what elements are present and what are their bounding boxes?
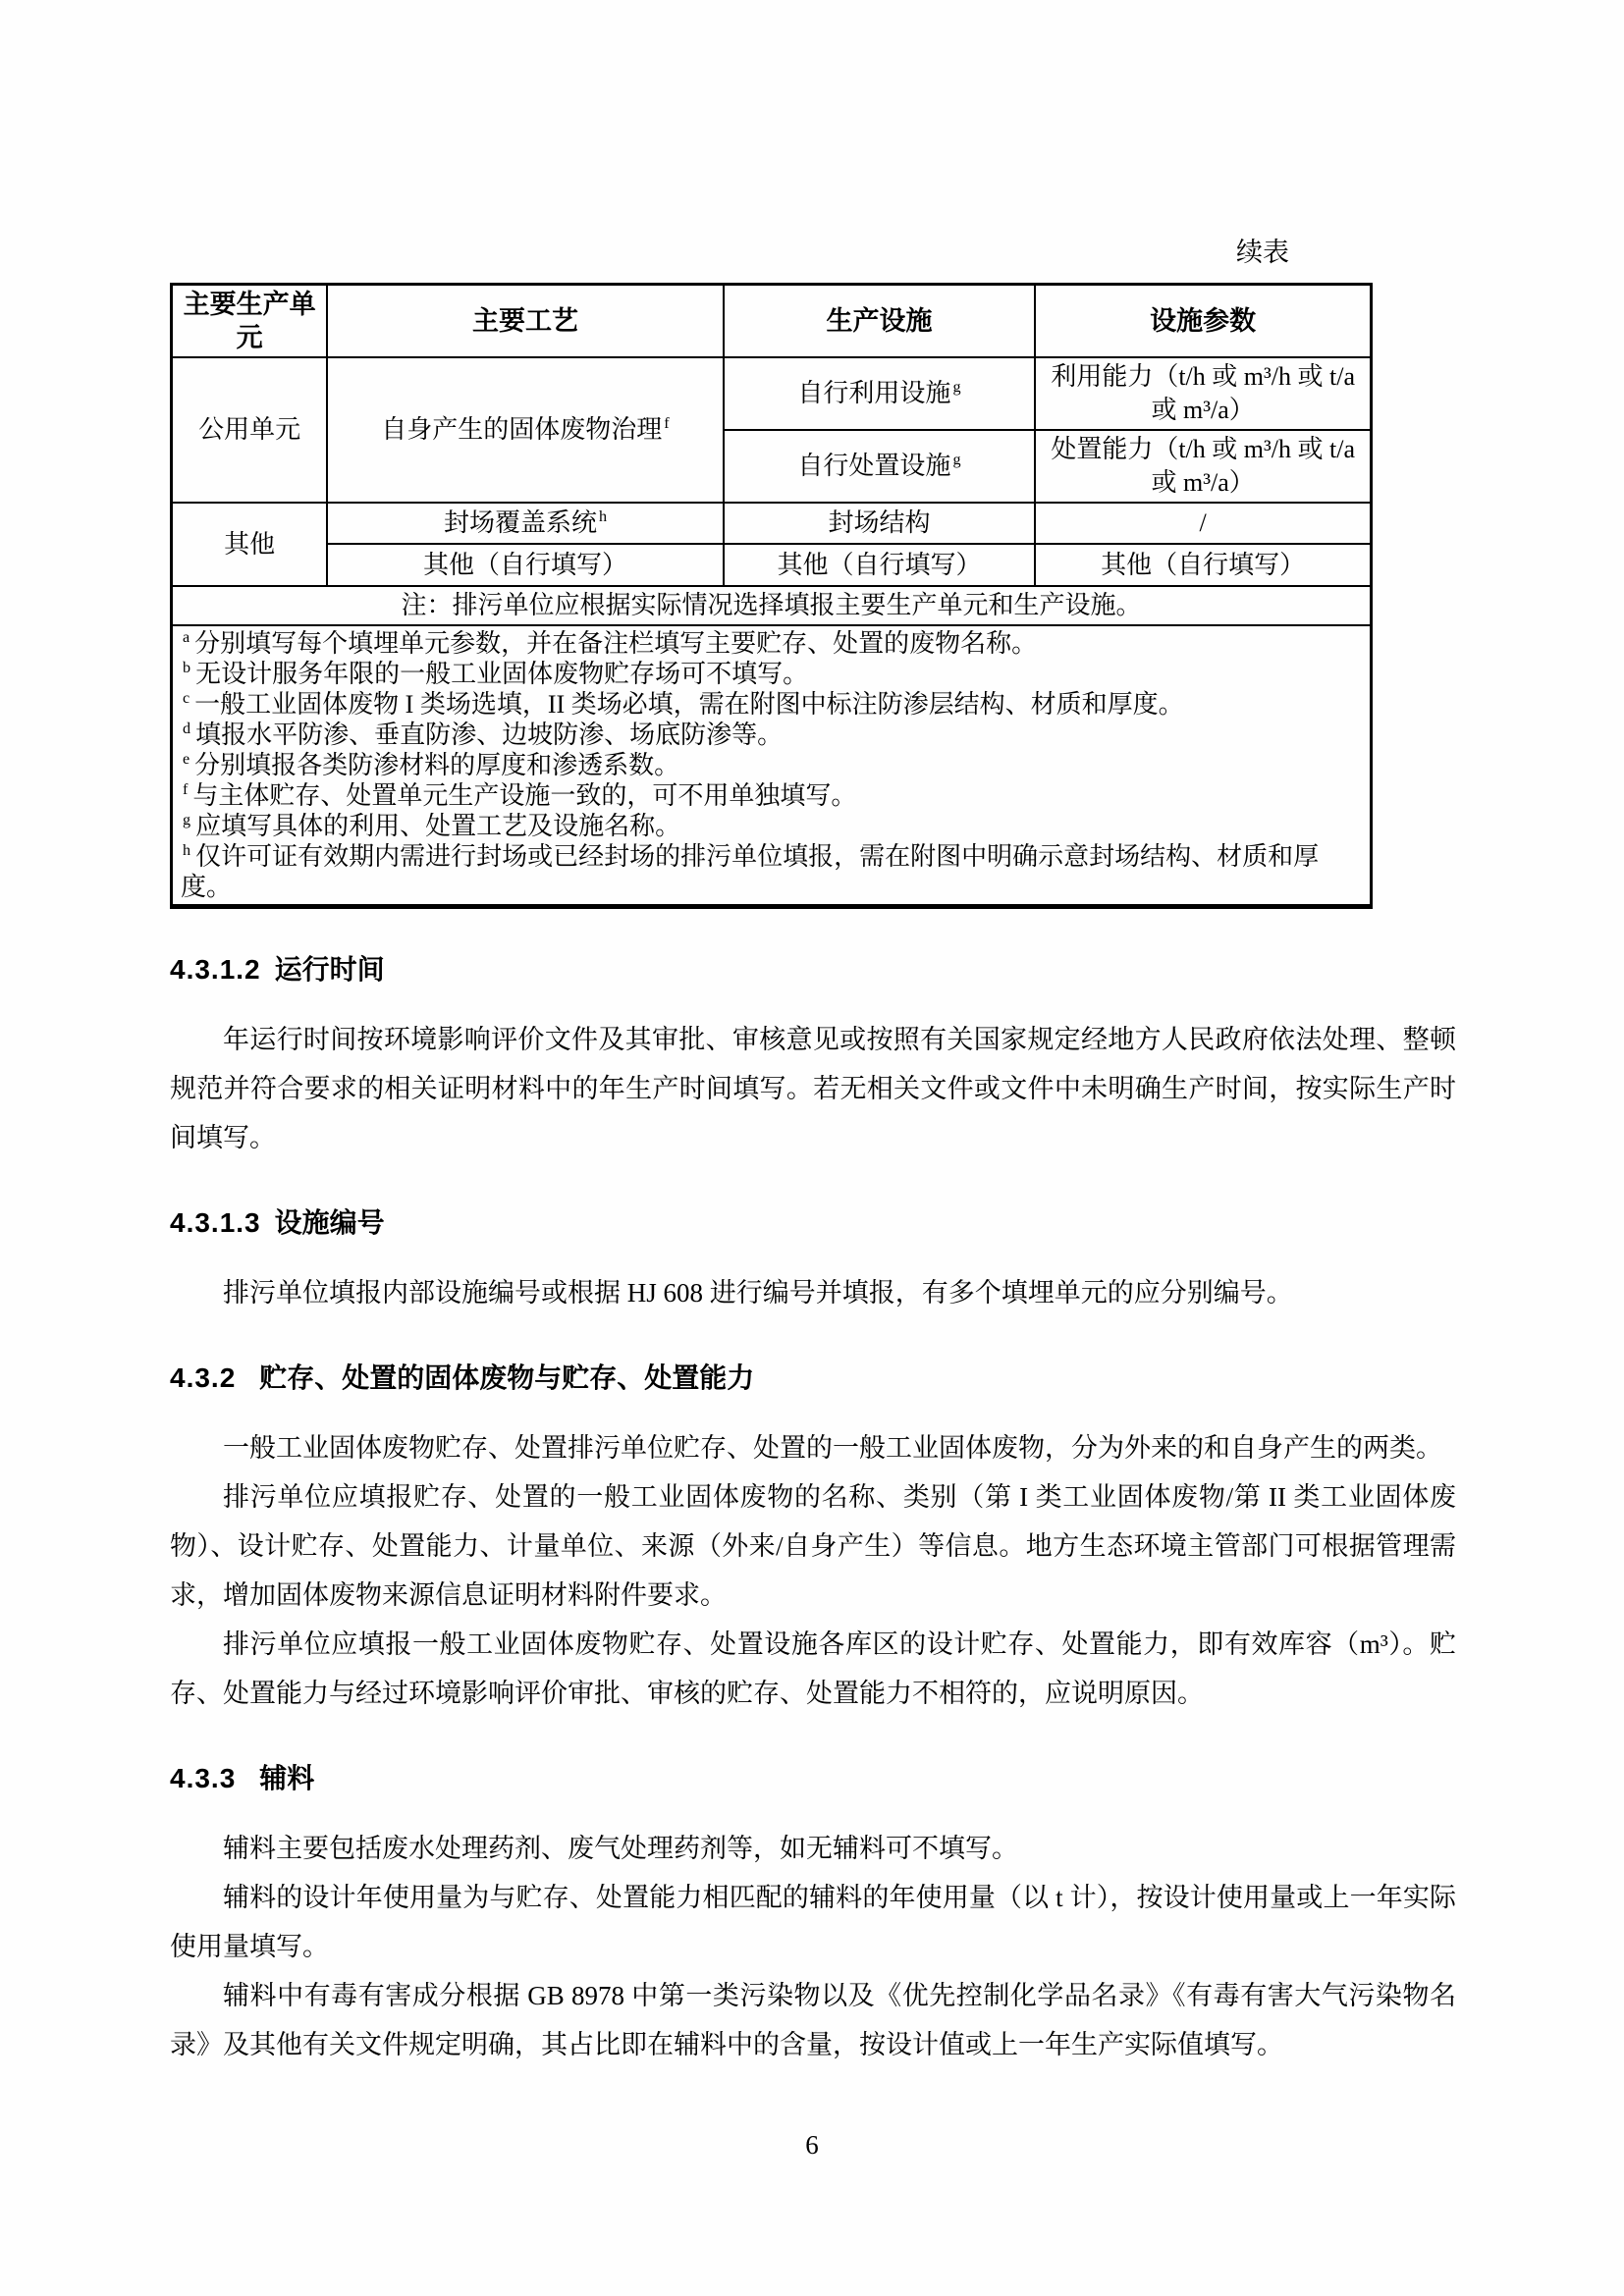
section-heading-4312 <box>170 952 1456 988</box>
table-footnote: $^g$ 应填写具体的利用、处置工艺及设施名称。 <box>183 812 681 840</box>
body-paragraph: 排污单位应填报贮存、处置的一般工业固体废物的名称、类别（第 I 类工业固体废物/第 II 类工业固体废物）、设计贮存、处置能力、计量单位、来源（外来/自身产生）等信息。地方生态环境主管部门可根据管理需求，增加固体废物来源信息证明材料附件要求。 <box>170 1482 1456 1610</box>
section-heading-432 <box>170 1361 1456 1396</box>
section-number: 4.3.1.3 <box>170 1207 261 1238</box>
cell-self-use-facility: 自行利用设施 $^g$ <box>724 357 1036 430</box>
header-main-process: 主要工艺 <box>327 285 723 358</box>
cell-closure-param: / <box>1035 503 1371 544</box>
table-header-row <box>172 285 1372 358</box>
cell-other-fill-param: 其他（自行填写） <box>1035 544 1371 586</box>
cell-other-fill-process: 其他（自行填写） <box>327 544 723 586</box>
body-paragraph: 年运行时间按环境影响评价文件及其审批、审核意见或按照有关国家规定经地方人民政府依法处理、整顿规范并符合要求的相关证明材料中的年生产时间填写。若无相关文件或文件中未明确生产时间，按实际生产时间填写。 <box>170 1025 1456 1152</box>
section-title: 运行时间 <box>274 954 385 985</box>
table-footnote: $^f$ 与主体贮存、处置单元生产设施一致的，可不用单独填写。 <box>183 781 857 810</box>
header-facility-parameter: 设施参数 <box>1035 285 1371 358</box>
table-footnotes-row <box>172 625 1372 907</box>
cell-use-capacity: 利用能力（t/h 或 m³/h 或 t/a 或 m³/a） <box>1035 357 1371 430</box>
cell-disposal-capacity: 处置能力（t/h 或 m³/h 或 t/a 或 m³/a） <box>1035 430 1371 503</box>
body-paragraph: 辅料中有毒有害成分根据 GB 8978 中第一类污染物以及《优先控制化学品名录》《有毒有害大气污染物名录》及其他有关文件规定明确，其占比即在辅料中的含量，按设计值或上一年生产实际值填写。 <box>170 1981 1456 2059</box>
table-continuation-label: 续表 <box>1236 238 1289 267</box>
body-paragraph: 辅料的设计年使用量为与贮存、处置能力相匹配的辅料的年使用量（以 t 计），按设计使用量或上一年实际使用量填写。 <box>170 1883 1456 1961</box>
footnote-marker-g: g <box>952 452 961 469</box>
footnote-marker-g: g <box>952 379 961 397</box>
table-row <box>172 503 1372 544</box>
header-production-facility: 生产设施 <box>724 285 1036 358</box>
footnote-marker-h: h <box>598 508 608 526</box>
cell-public-unit: 公用单元 <box>172 357 328 503</box>
table-note-row <box>172 586 1372 625</box>
section-title: 辅料 <box>259 1763 315 1793</box>
table-note: 注：排污单位应根据实际情况选择填报主要生产单元和生产设施。 <box>172 586 1372 625</box>
table-row <box>172 357 1372 430</box>
cell-closure-cover-system: 封场覆盖系统 $^h$ <box>327 503 723 544</box>
cell-closure-structure: 封场结构 <box>724 503 1036 544</box>
cell-self-disposal-facility: 自行处置设施 $^g$ <box>724 430 1036 503</box>
section-title: 设施编号 <box>274 1207 385 1238</box>
body-paragraph: 排污单位应填报一般工业固体废物贮存、处置设施各库区的设计贮存、处置能力，即有效库容（m³）。贮存、处置能力与经过环境影响评价审批、审核的贮存、处置能力不相符的，应说明原因。 <box>170 1629 1456 1708</box>
table-footnote: $^c$ 一般工业固体废物 I 类场选填，II 类场必填，需在附图中标注防渗层结构、材质和厚度。 <box>183 690 1184 719</box>
production-units-table <box>170 283 1373 909</box>
section-number: 4.3.3 <box>170 1763 237 1793</box>
section-number: 4.3.2 <box>170 1362 237 1393</box>
section-heading-433 <box>170 1761 1456 1796</box>
table-footnote: $^e$ 分别填报各类防渗材料的厚度和渗透系数。 <box>183 751 680 779</box>
section-number: 4.3.1.2 <box>170 954 261 985</box>
page-number: 6 <box>805 2130 819 2160</box>
header-main-unit: 主要生产单元 <box>172 285 328 358</box>
table-footnote: $^b$ 无设计服务年限的一般工业固体废物贮存场可不填写。 <box>183 660 809 688</box>
cell-self-waste-process: 自身产生的固体废物治理 $^f$ <box>327 357 723 503</box>
table-footnote: $^h$ 仅许可证有效期内需进行封场或已经封场的排污单位填报，需在附图中明确示意封场结构、材质和厚度。 <box>181 842 1320 901</box>
table-row <box>172 544 1372 586</box>
body-paragraph: 辅料主要包括废水处理药剂、废气处理药剂等，如无辅料可不填写。 <box>223 1834 1018 1863</box>
footnote-marker-f: f <box>664 415 670 433</box>
table-footnote: $^a$ 分别填写每个填埋单元参数，并在备注栏填写主要贮存、处置的废物名称。 <box>183 629 1038 658</box>
table-footnotes <box>172 625 1372 907</box>
table-footnote: $^d$ 填报水平防渗、垂直防渗、边坡防渗、场底防渗等。 <box>183 721 784 749</box>
section-heading-4313 <box>170 1205 1456 1241</box>
body-paragraph: 一般工业固体废物贮存、处置排污单位贮存、处置的一般工业固体废物，分为外来的和自身产生的两类。 <box>223 1433 1442 1463</box>
body-paragraph: 排污单位填报内部设施编号或根据 HJ 608 进行编号并填报，有多个填埋单元的应分别编号。 <box>223 1278 1293 1308</box>
section-title: 贮存、处置的固体废物与贮存、处置能力 <box>259 1362 755 1393</box>
cell-other-fill-facility: 其他（自行填写） <box>724 544 1036 586</box>
cell-other-unit: 其他 <box>172 503 328 586</box>
